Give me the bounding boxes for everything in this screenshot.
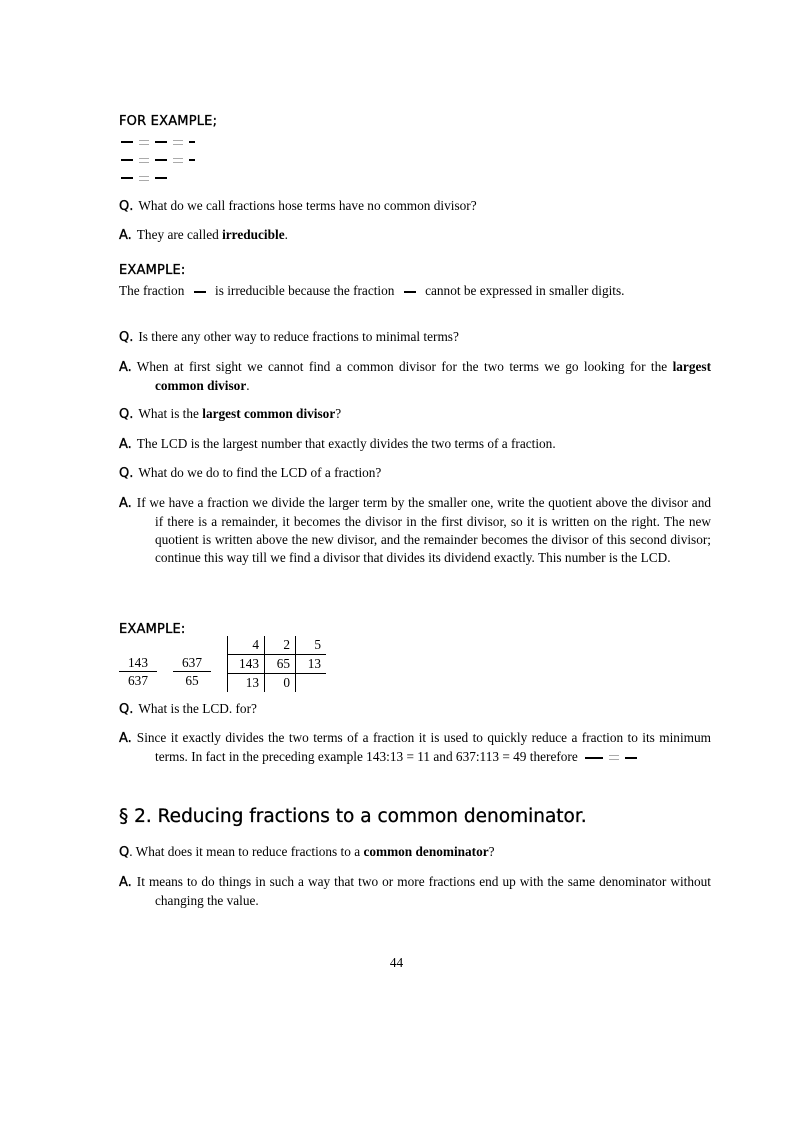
question-label: Q. bbox=[119, 466, 134, 481]
equals-sign bbox=[173, 158, 183, 163]
question-6 bbox=[119, 843, 675, 862]
example-heading: EXAMPLE: bbox=[119, 622, 186, 637]
divisor-row bbox=[228, 655, 327, 674]
fraction-637-65 bbox=[173, 654, 211, 689]
question-label: Q. bbox=[119, 199, 134, 214]
fraction-placeholder bbox=[155, 141, 167, 143]
answer-text: It means to do things in such a way that two or more fractions end up with the same denominator without changing the value. bbox=[136, 874, 711, 908]
fraction-placeholder bbox=[189, 141, 195, 143]
answer-6 bbox=[119, 873, 711, 910]
bold-term: largest common divisor bbox=[155, 359, 711, 393]
answer-label: A. bbox=[119, 228, 132, 243]
remainder-cell: 0 bbox=[265, 674, 296, 693]
fraction-equation-line-1 bbox=[121, 137, 195, 147]
answer-text: If we have a fraction we divide the larger term by the smaller one, write the quotient above the divisor and if there is a remainder, it becomes the divisor in the first divisor, so it is written on the right. The new quotient is written above the new divisor, and the remainder becomes the divisor of this second divisor; continue this way till we find a divisor that divides its dividend exactly. This number is the LCD. bbox=[136, 495, 711, 565]
answer-label: A. bbox=[119, 731, 132, 746]
fraction-placeholder bbox=[155, 177, 167, 179]
bold-term: irreducible bbox=[222, 227, 285, 242]
numerator: 143 bbox=[119, 654, 157, 672]
question-2 bbox=[119, 328, 675, 347]
numerator: 637 bbox=[173, 654, 211, 672]
fraction-placeholder bbox=[404, 291, 416, 293]
fraction-placeholder bbox=[121, 159, 133, 161]
answer-label: A. bbox=[119, 360, 132, 375]
answer-4 bbox=[119, 494, 711, 567]
question-label: Q. bbox=[119, 330, 134, 345]
remainder-cell bbox=[296, 674, 327, 693]
answer-label: A. bbox=[119, 437, 132, 452]
question-text: What do we call fractions hose terms have no common divisor? bbox=[138, 198, 477, 213]
question-1 bbox=[119, 197, 675, 216]
equals-sign bbox=[139, 140, 149, 145]
quotient-cell: 5 bbox=[296, 636, 327, 655]
divisor-cell: 65 bbox=[265, 655, 296, 674]
answer-2 bbox=[119, 358, 711, 395]
question-text: What is the LCD. for? bbox=[138, 701, 257, 716]
for-example-heading: FOR EXAMPLE; bbox=[119, 114, 218, 129]
question-label: Q. bbox=[119, 702, 134, 717]
question-text: ? bbox=[335, 406, 342, 421]
question-3 bbox=[119, 405, 675, 424]
fraction-equation-line-3 bbox=[121, 173, 167, 183]
section-heading: § 2. Reducing fractions to a common denominator. bbox=[119, 806, 587, 827]
equals-sign bbox=[139, 158, 149, 163]
fraction-placeholder bbox=[625, 757, 637, 759]
answer-text: The LCD is the largest number that exactly divides the two terms of a fraction. bbox=[136, 436, 556, 451]
divisor-cell: 143 bbox=[228, 655, 265, 674]
remainder-row bbox=[228, 674, 327, 693]
question-text: What do we do to find the LCD of a fraction? bbox=[138, 465, 382, 480]
denominator: 637 bbox=[128, 673, 148, 688]
answer-3 bbox=[119, 435, 675, 454]
fraction-placeholder bbox=[585, 757, 603, 759]
example-text: cannot be expressed in smaller digits. bbox=[425, 283, 625, 298]
answer-5 bbox=[119, 729, 711, 766]
fraction-equation-line-2 bbox=[121, 155, 195, 165]
bold-term: common denominator bbox=[363, 844, 489, 859]
question-5 bbox=[119, 700, 675, 719]
question-text: ? bbox=[488, 844, 495, 859]
equals-sign bbox=[173, 140, 183, 145]
division-table bbox=[227, 636, 326, 692]
example-1-text bbox=[119, 282, 675, 300]
answer-1 bbox=[119, 226, 675, 245]
question-text: . What does it mean to reduce fractions to a bbox=[129, 844, 364, 859]
answer-label: A. bbox=[119, 496, 132, 511]
answer-text: Since it exactly divides the two terms of a fraction it is used to quickly reduce a fraction to its minimum terms. In fact in the preceding example 143:13 = 11 and 637:113 = 49 therefore bbox=[136, 730, 711, 764]
quotient-cell: 4 bbox=[228, 636, 265, 655]
example-text: is irreducible because the fraction bbox=[215, 283, 395, 298]
fraction-placeholder bbox=[155, 159, 167, 161]
equals-sign bbox=[139, 176, 149, 181]
remainder-cell: 13 bbox=[228, 674, 265, 693]
equals-sign bbox=[609, 755, 619, 760]
answer-text: . bbox=[284, 227, 288, 242]
divisor-cell: 13 bbox=[296, 655, 327, 674]
answer-text: When at first sight we cannot find a common divisor for the two terms we go looking for the bbox=[136, 359, 673, 374]
denominator: 65 bbox=[185, 673, 199, 688]
bold-term: largest common divisor bbox=[202, 406, 336, 421]
quotient-row bbox=[228, 636, 327, 655]
question-text: What is the bbox=[138, 406, 203, 421]
question-label: Q. bbox=[119, 407, 134, 422]
quotient-cell: 2 bbox=[265, 636, 296, 655]
question-text: Is there any other way to reduce fractions to minimal terms? bbox=[138, 329, 459, 344]
answer-text: . bbox=[246, 378, 250, 393]
fraction-placeholder bbox=[194, 291, 206, 293]
fraction-143-637 bbox=[119, 654, 157, 689]
answer-label: A. bbox=[119, 875, 132, 890]
answer-text: They are called bbox=[136, 227, 223, 242]
page-number: 44 bbox=[389, 955, 404, 970]
example-text: The fraction bbox=[119, 283, 185, 298]
question-label: Q bbox=[119, 845, 130, 860]
fraction-placeholder bbox=[121, 141, 133, 143]
question-4 bbox=[119, 464, 675, 483]
fraction-placeholder bbox=[189, 159, 195, 161]
fraction-placeholder bbox=[121, 177, 133, 179]
example-heading: EXAMPLE: bbox=[119, 263, 186, 278]
